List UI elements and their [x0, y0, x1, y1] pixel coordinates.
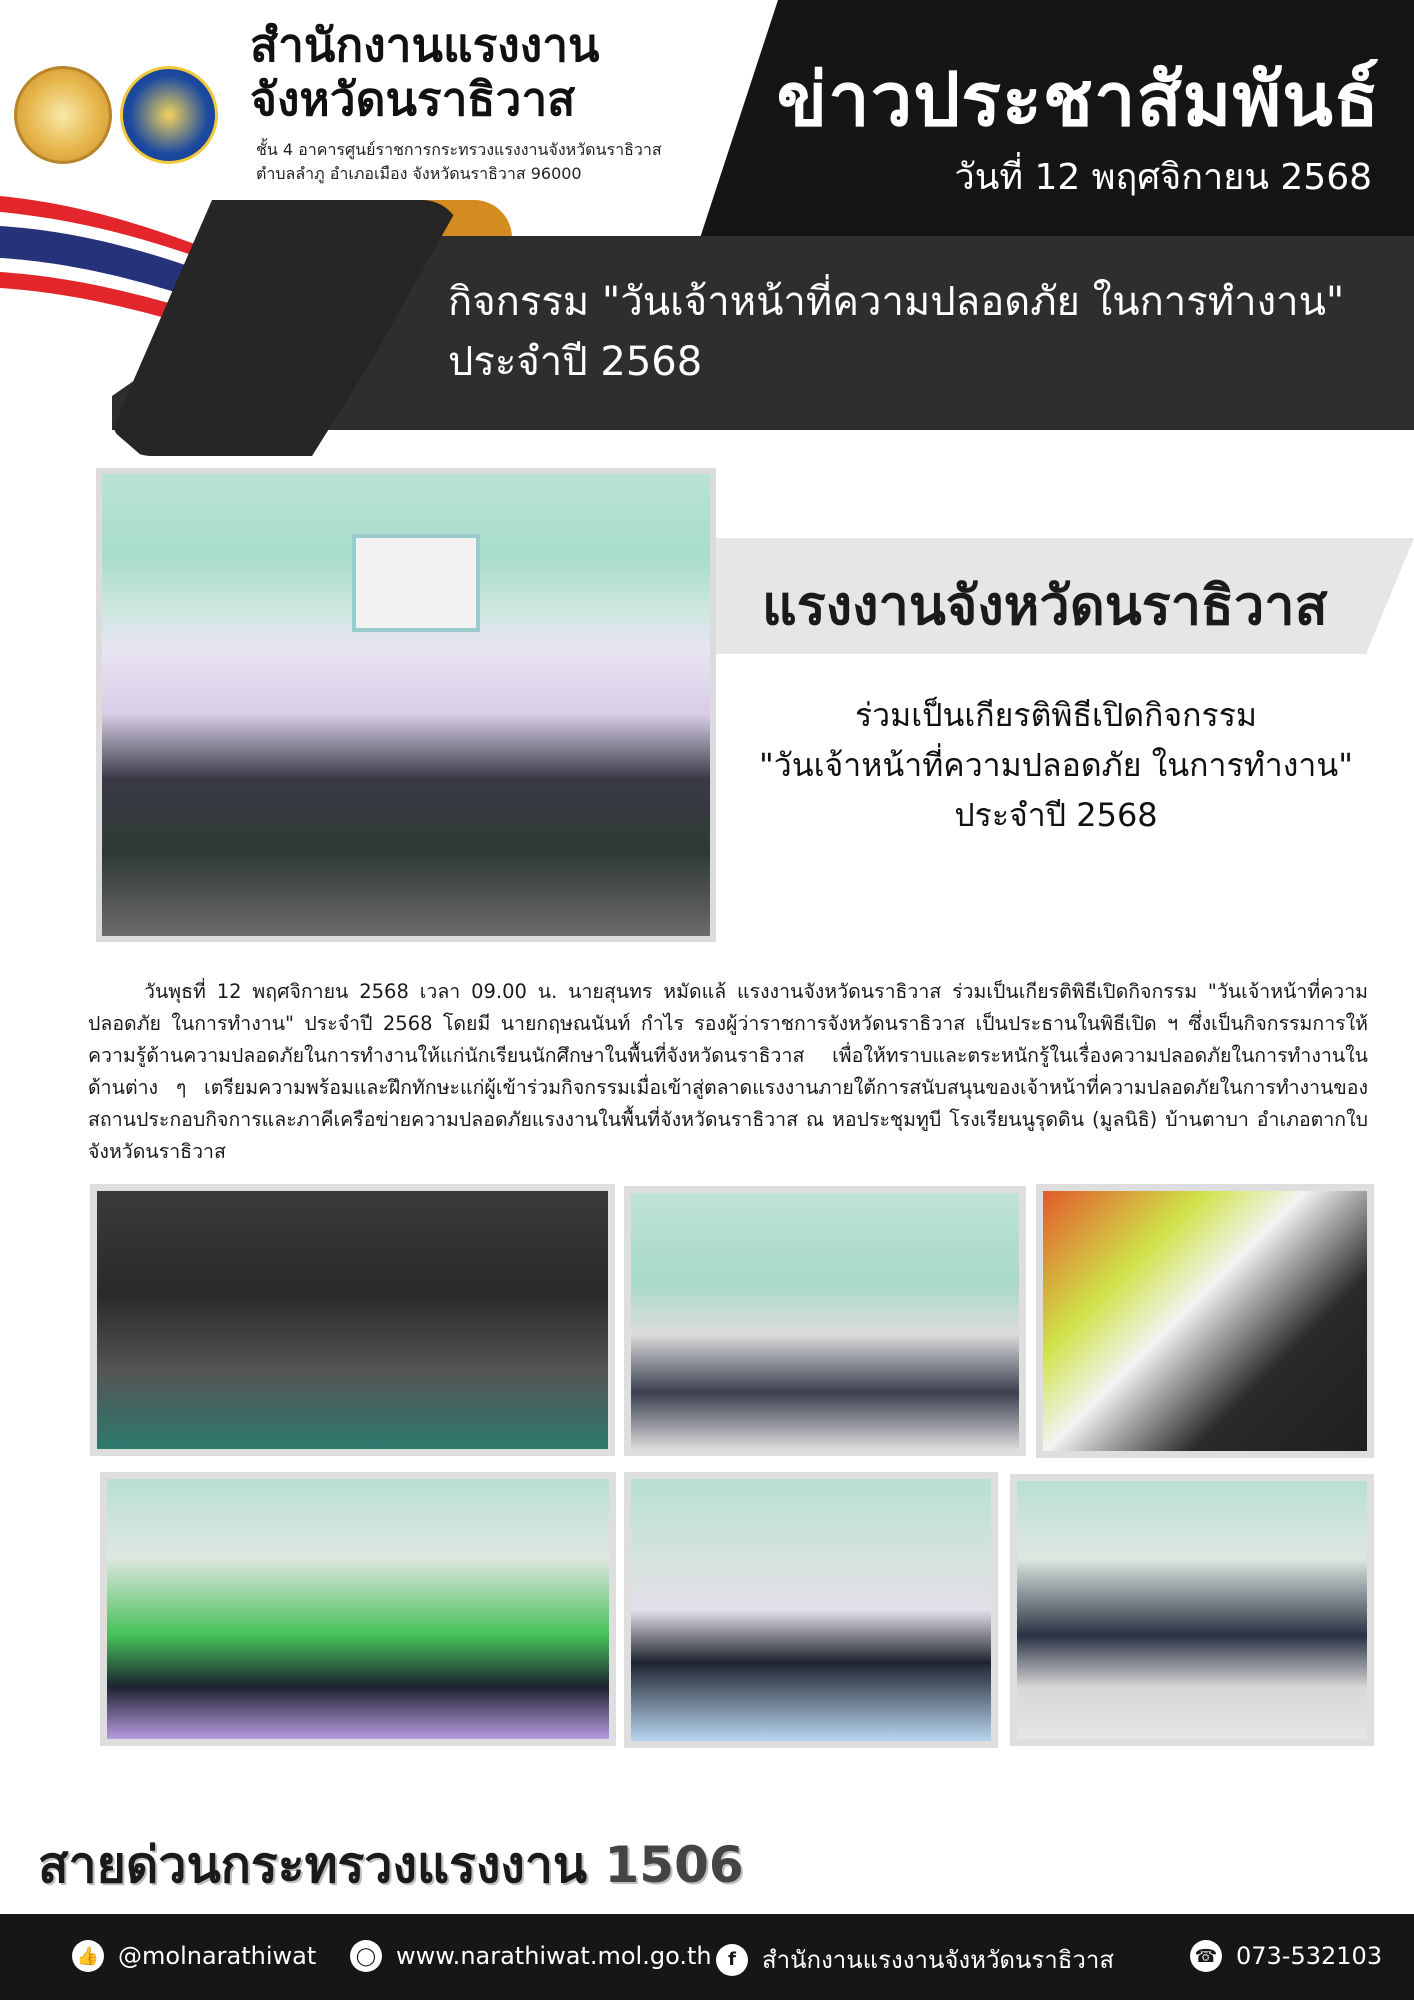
footer-facebook[interactable]: [716, 1940, 1114, 1979]
org-name-line1: สำนักงานแรงงาน: [250, 18, 600, 72]
organization-name: [250, 18, 600, 126]
gallery-photo-exhibition: [624, 1472, 998, 1748]
hotline-label: สายด่วนกระทรวงแรงงาน: [38, 1836, 588, 1894]
gallery-photo-safety-gear: [1036, 1184, 1374, 1458]
address: [256, 138, 662, 186]
feature-subtitle-line2: "วันเจ้าหน้าที่ความปลอดภัย ในการทำงาน": [759, 746, 1353, 784]
hotline-number: 1506: [604, 1836, 744, 1894]
province-logo: [120, 66, 218, 164]
like-icon: 👍: [72, 1940, 104, 1972]
address-line1: ชั้น 4 อาคารศูนย์ราชการกระทรวงแรงงานจังหวัดนราธิวาส: [256, 140, 662, 159]
gallery-photo-speaker: [90, 1184, 615, 1456]
news-title: ข่าวประชาสัมพันธ์: [776, 57, 1380, 143]
ministry-logo: [14, 66, 112, 164]
phone-number: 073-532103: [1236, 1942, 1383, 1970]
group-photo-image: [102, 474, 710, 936]
hotline: [38, 1826, 744, 1905]
main-group-photo: [96, 468, 716, 942]
photo-doorway: [352, 534, 480, 632]
website-url: www.narathiwat.mol.go.th: [396, 1942, 712, 1970]
feature-subtitle: [716, 690, 1396, 840]
news-date: วันที่ 12 พฤศจิกายน 2568: [954, 157, 1372, 198]
gallery-photo-group: [1010, 1474, 1374, 1746]
org-name-line2: จังหวัดนราธิวาส: [250, 72, 576, 126]
footer-website[interactable]: [350, 1940, 712, 1972]
facebook-page: สำนักงานแรงงานจังหวัดนราธิวาส: [762, 1946, 1115, 1974]
address-line2: ตำบลลำภู อำเภอเมือง จังหวัดนราธิวาส 96000: [256, 164, 582, 183]
footer-phone[interactable]: [1190, 1940, 1382, 1972]
phone-icon: ☎: [1190, 1940, 1222, 1972]
activity-title-line2: ประจำปี 2568: [448, 339, 703, 385]
activity-title-line1: กิจกรรม "วันเจ้าหน้าที่ความปลอดภัย ในการทำงาน": [448, 279, 1345, 325]
line-id: @molnarathiwat: [118, 1942, 317, 1970]
feature-subtitle-line3: ประจำปี 2568: [954, 796, 1158, 834]
gallery-photo-hall: [624, 1186, 1026, 1456]
activity-title: [448, 272, 1344, 392]
gallery-photo-booth: [100, 1472, 616, 1746]
globe-icon: ◯: [350, 1940, 382, 1972]
feature-heading: แรงงานจังหวัดนราธิวาส: [762, 574, 1328, 637]
facebook-icon: f: [716, 1944, 748, 1976]
feature-subtitle-line1: ร่วมเป็นเกียรติพิธีเปิดกิจกรรม: [854, 696, 1258, 734]
news-body: วันพุธที่ 12 พฤศจิกายน 2568 เวลา 09.00 น. นายสุนทร หมัดแล้ แรงงานจังหวัดนราธิวาส ร่วมเป็นเกียรติพิธีเปิดกิจกรรม "วันเจ้าหน้าที่ความปลอดภัย ในการทำงาน" ประจำปี 2568 โดยมี นายกฤษณนันท์ กำไร รองผู้ว่าราชการจังหวัดนราธิวาส เป็นประธานในพิธีเปิด ฯ ซึ่งเป็นกิจกรรมการให้ความรู้ด้านความปลอดภัยในการทำงานให้แก่นักเรียนนักศึกษาในพื้นที่จังหวัดนราธิวาส เพื่อให้ทราบและตระหนักรู้ในเรื่องความปลอดภัยในการทำงานในด้านต่าง ๆ เตรียมความพร้อมและฝึกทักษะแก่ผู้เข้าร่วมกิจกรรมเมื่อเข้าสู่ตลาดแรงงานภายใต้การสนับสนุนของเจ้าหน้าที่ความปลอดภัยในการทำงานของสถานประกอบกิจการและภาคีเครือข่ายความปลอดภัยแรงงานในพื้นที่จังหวัดนราธิวาส ณ หอประชุมทูบี โรงเรียนนูรุดดิน (มูลนิธิ) บ้านตาบา อำเภอตากใบ จังหวัดนราธิวาส: [88, 980, 1368, 1163]
footer-line[interactable]: [72, 1940, 316, 1972]
